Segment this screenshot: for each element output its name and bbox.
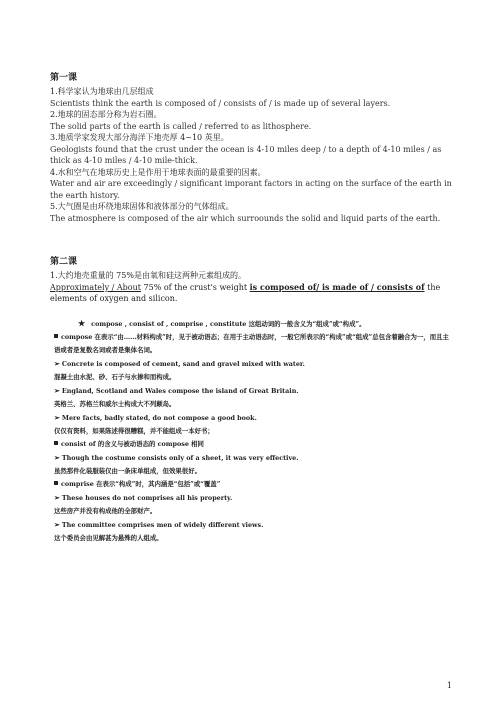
example-6-en: [50, 518, 452, 532]
arrowhead-bullet-icon: ➢: [54, 385, 60, 395]
example-1-cn: 混凝土由水泥、砂、石子与水掺和而构成。: [54, 372, 176, 381]
comprise-description-text: comprise 在表示“构成”时，其内涵是“包括”或“覆盖”: [61, 479, 221, 488]
lesson2-body: [50, 270, 452, 305]
example-6-en-text: The committee comprises men of widely different views.: [61, 520, 264, 529]
lesson1-item5-cn: 5.大气圈是由环绕地球固体和液体部分的气体组成。: [50, 202, 234, 211]
section-spacer: [50, 224, 452, 254]
example-1-en: [50, 357, 452, 371]
lesson2-item1-en-underlined-a: Approximately / About: [50, 282, 141, 292]
black-star-icon: ★: [78, 317, 86, 328]
lesson1-item3-cn: 3.地质学家发现大部分海洋下地壳厚 4~10 英里。: [50, 133, 229, 142]
arrowhead-bullet-icon: ➢: [54, 358, 60, 368]
example-5-en-text: These houses do not comprises all his property.: [61, 493, 233, 502]
lesson1-item4-en: Water and air are exceedingly / significant imporant factors in acting on the surface of the earth in the earth history.: [50, 179, 452, 200]
lesson1-item2-en: The solid parts of the earth is called / referred to as lithosphere.: [50, 121, 312, 131]
arrowhead-bullet-icon: ➢: [54, 519, 60, 529]
consist-description-text: consist of 的含义与被动语态的 compose 相同: [61, 439, 204, 448]
example-2-en: [50, 384, 452, 398]
example-6-cn: 这个委员会由见解甚为悬殊的人组成。: [54, 533, 163, 542]
lesson2-item1-cn: 1.大约地壳重量的 75%是由氧和硅这两种元素组成的。: [50, 271, 246, 280]
consist-description: [50, 438, 452, 451]
example-5-cn: 这些房产并没有构成他的全部财产。: [54, 506, 157, 515]
notes-star-text: compose , consist of , comprise , constitute 这组动词的一般含义为“组成”或“构成”。: [91, 319, 366, 328]
lesson2-item1-en-underlined-c: is composed of/ is made of / consists of: [249, 281, 425, 292]
square-bullet-icon: [54, 481, 58, 485]
lesson1-item1-cn: 1.科学家认为地球由几层组成: [50, 87, 154, 96]
lesson1-item4-cn: 4.水和空气在地球历史上是作用于地球表面的最重要的因素。: [50, 167, 266, 177]
example-2-en-text: England, Scotland and Wales compose the island of Great Britain.: [61, 386, 299, 395]
example-4-en-text: Though the costume consists only of a sheet, it was very effective.: [61, 453, 299, 462]
example-5-en: [50, 491, 452, 505]
compose-description: [50, 331, 452, 357]
lesson2-item1-en-d: the elements of oxygen and silicon.: [50, 282, 441, 303]
lesson2-item1-en-b: 75% of the crust's weight: [140, 282, 250, 292]
arrowhead-bullet-icon: ➢: [54, 412, 60, 422]
lesson1-item1-en: Scientists think the earth is composed of / consists of / is made up of several layers.: [50, 98, 391, 108]
example-4-en: [50, 451, 452, 465]
lesson1-heading: 第一课: [50, 73, 78, 83]
lesson2-item1-en: [50, 282, 452, 305]
vocab-notes: [50, 317, 452, 545]
lesson1-item2-cn: 2.地球的固态部分称为岩石圈。: [50, 110, 162, 119]
arrowhead-bullet-icon: ➢: [54, 452, 60, 462]
example-3-en-text: Mere facts, badly stated, do not compose a good book.: [61, 413, 257, 422]
example-3-en: [50, 411, 452, 425]
compose-description-text: compose 在表示“由……材料构成”时，见于被动语态；在用于主动语态时，一般它所表示的“构成”或“组成”总包含着融合为一，而且主语或者是复数名词或者是集体名词。: [54, 332, 449, 354]
lesson1-item3-en: Geologists found that the crust under the ocean is 4-10 miles deep / to a depth of 4-10 miles / as thick as 4-10 miles / 4-10 mile-thick.: [50, 144, 442, 165]
comprise-description: [50, 478, 452, 491]
square-bullet-icon: [54, 441, 58, 445]
example-4-cn: 虽然那件化装服装仅由一条床单组成，但效果很好。: [54, 466, 201, 475]
arrowhead-bullet-icon: ➢: [54, 492, 60, 502]
notes-star-line: [50, 317, 452, 331]
lesson1-item5-en: The atmosphere is composed of the air which surroounds the solid and liquid parts of the earth.: [50, 213, 441, 223]
example-3-cn: 仅仅有资料，如果陈述得很糟糕，并不能组成一本好书；: [54, 426, 214, 435]
document-content: [50, 70, 452, 545]
example-1-en-text: Concrete is composed of cement, sand and gravel mixed with water.: [61, 359, 305, 368]
page-number: 1: [446, 681, 452, 690]
lesson2-heading: 第二课: [50, 257, 78, 267]
lesson1-body: [50, 86, 452, 224]
example-2-cn: 英格兰、苏格兰和威尔士构成大不列颠岛。: [54, 399, 176, 408]
square-bullet-icon: [54, 334, 58, 338]
